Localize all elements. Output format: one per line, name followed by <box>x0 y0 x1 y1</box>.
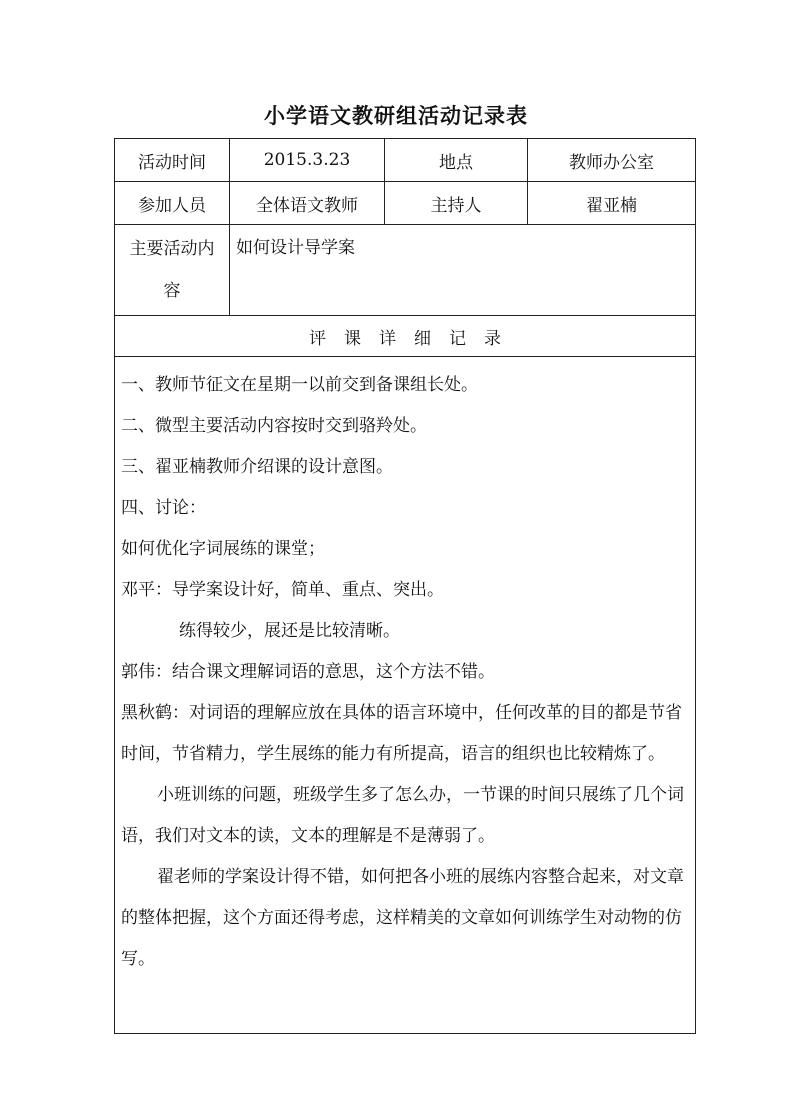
time-value: 2015.3.23 <box>230 139 385 182</box>
table-row <box>115 357 696 1034</box>
record-item-8: 郭伟：结合课文理解词语的意思，这个方法不错。 <box>121 662 495 682</box>
place-value: 教师办公室 <box>528 139 696 182</box>
time-label: 活动时间 <box>115 139 230 182</box>
content-label-line1: 主要活动内 <box>129 239 215 259</box>
record-item-11: 翟老师的学案设计得不错，如何把各小班的展练内容整合起来，对文章的整体把握，这个方面还得考虑，这样精美的文章如何训练学生对动物的仿写。 <box>121 867 684 969</box>
record-item-1: 一、教师节征文在星期一以前交到备课组长处。 <box>121 375 478 395</box>
record-item-3: 三、翟亚楠教师介绍课的设计意图。 <box>121 457 393 477</box>
record-item-10: 小班训练的问题，班级学生多了怎么办，一节课的时间只展练了几个词语，我们对文本的读，文本的理解是不是薄弱了。 <box>121 785 684 846</box>
record-item-2: 二、微型主要活动内容按时交到骆羚处。 <box>121 416 427 436</box>
host-value: 翟亚楠 <box>528 182 696 225</box>
activity-record-table <box>114 138 696 1034</box>
host-label: 主持人 <box>385 182 528 225</box>
content-label <box>115 225 230 316</box>
participants-value: 全体语文教师 <box>230 182 385 225</box>
record-item-7: 练得较少，展还是比较清晰。 <box>179 621 400 641</box>
document-title: 小学语文教研组活动记录表 <box>264 103 528 128</box>
participants-label: 参加人员 <box>115 182 230 225</box>
section-header: 评课详细记录 <box>115 316 696 357</box>
place-label: 地点 <box>385 139 528 182</box>
content-label-line2: 容 <box>163 281 181 301</box>
table-row <box>115 225 696 316</box>
table-row <box>115 182 696 225</box>
record-item-9: 黑秋鹤：对词语的理解应放在具体的语言环境中，任何改革的目的都是节省时间，节省精力，学生展练的能力有所提高，语言的组织也比较精炼了。 <box>121 703 682 764</box>
record-details <box>115 357 696 1034</box>
table-row <box>115 316 696 357</box>
record-item-6: 邓平：导学案设计好，简单、重点、突出。 <box>121 580 444 600</box>
table-row <box>115 139 696 182</box>
record-item-5: 如何优化字词展练的课堂； <box>121 539 325 559</box>
content-value: 如何设计导学案 <box>230 225 696 316</box>
record-item-4: 四、讨论： <box>121 498 206 518</box>
